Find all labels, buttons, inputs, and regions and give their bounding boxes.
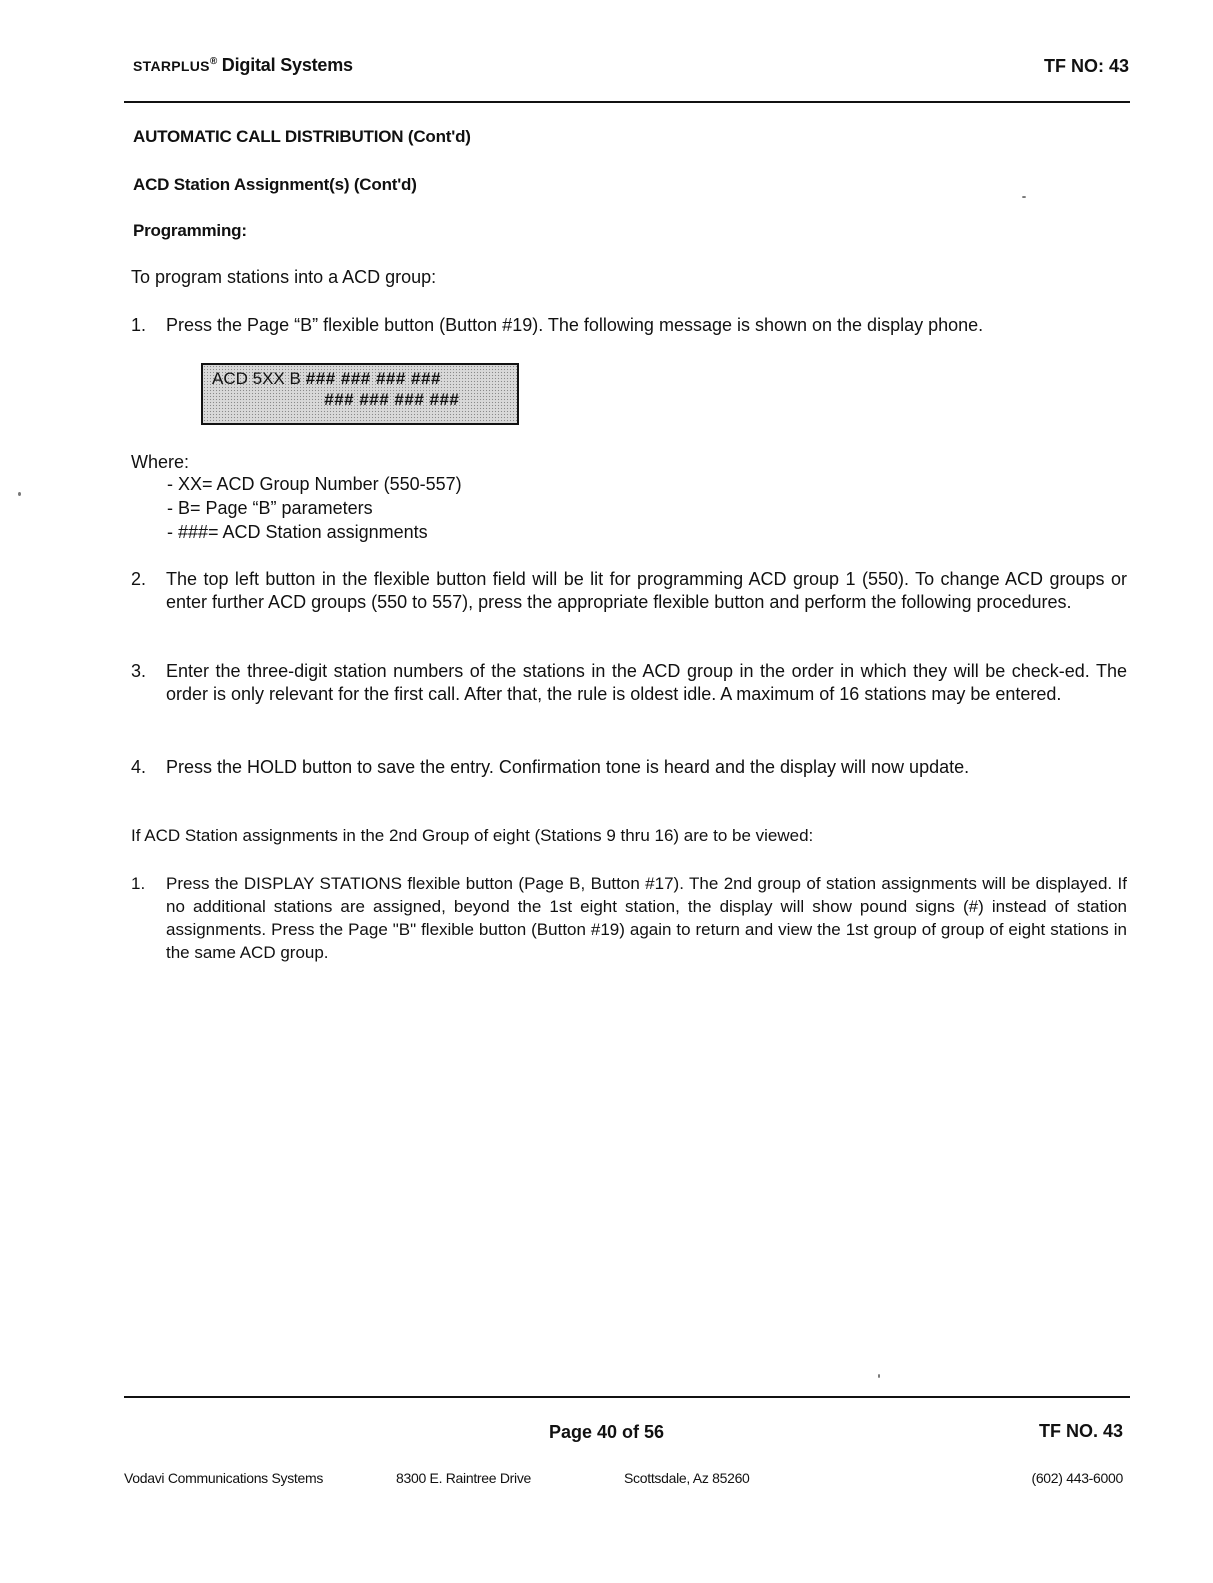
footer-rule (124, 1396, 1130, 1398)
step-4 (131, 756, 1127, 779)
view-step-1 (131, 872, 1127, 964)
view-intro: If ACD Station assignments in the 2nd Group of eight (Stations 9 thru 16) are to be viewed: (131, 826, 814, 845)
footer-address: 8300 E. Raintree Drive (396, 1470, 532, 1486)
programming-label: Programming: (133, 221, 247, 240)
footer-company: Vodavi Communications Systems (124, 1470, 324, 1486)
where-item-3: - ###= ACD Station assignments (167, 522, 428, 542)
header-rule (124, 101, 1130, 103)
header-brand (133, 55, 353, 76)
step-number: 3. (131, 661, 147, 681)
step-1 (131, 314, 1127, 337)
step-text: Press the HOLD button to save the entry. Confirmation tone is heard and the display will now update. (166, 757, 970, 777)
brand-suffix: Digital Systems (221, 55, 353, 75)
footer-city: Scottsdale, Az 85260 (624, 1470, 750, 1486)
section-title: AUTOMATIC CALL DISTRIBUTION (Cont'd) (133, 127, 471, 146)
footer-tf-number: TF NO. 43 (1038, 1421, 1123, 1441)
step-text: Press the Page “B” flexible button (Button #19). The following message is shown on the display phone. (166, 315, 984, 335)
display-line-2: ### ### ### ### (324, 390, 460, 409)
step-2 (131, 568, 1127, 614)
where-item-1: - XX= ACD Group Number (550-557) (167, 474, 462, 494)
step-number: 1. (131, 874, 146, 893)
scan-speck (1022, 196, 1026, 198)
step-text: Press the DISPLAY STATIONS flexible button (Page B, Button #17). The 2nd group of station assignments will be displayed. If no additional stations are assigned, beyond the 1st eight station, the display will show pound signs (#) instead of station assignments. Press the Page "B" flexible button (Button #19) again to return and view the 1st group of group of eight stations in the same ACD group. (166, 874, 1127, 962)
display-line-1-prefix: ACD 5XX B (212, 369, 306, 388)
where-label: Where: (131, 452, 190, 472)
step-number: 1. (131, 315, 147, 335)
step-number: 4. (131, 757, 147, 777)
footer-phone: (602) 443-6000 (1031, 1470, 1123, 1486)
step-number: 2. (131, 569, 147, 589)
footer-page-number: Page 40 of 56 (548, 1422, 665, 1442)
intro-text: To program stations into a ACD group: (131, 267, 437, 287)
header-tf-number: TF NO: 43 (1043, 56, 1129, 76)
step-text: Enter the three-digit station numbers of the stations in the ACD group in the order in which they will be check-ed. The order is only relevant for the first call. After that, the rule is oldest idle. A maximum of 16 stations may be entered. (166, 661, 1127, 704)
step-text: The top left button in the flexible button field will be lit for programming ACD group 1 (550). To change ACD groups or enter further ACD groups (550 to 557), press the appropriate flexible button and perform the following procedures. (166, 569, 1127, 612)
display-line-1-hashes: ### ### ### ### (305, 369, 441, 388)
scan-speck (18, 492, 21, 496)
phone-display (201, 363, 519, 425)
subsection-title: ACD Station Assignment(s) (Cont'd) (133, 175, 417, 194)
brand-prefix: STARPLUS (133, 58, 210, 74)
display-line-1 (212, 369, 441, 388)
step-3 (131, 660, 1127, 706)
where-item-2: - B= Page “B” parameters (167, 498, 373, 518)
scan-speck (878, 1374, 880, 1378)
registered-mark: ® (209, 56, 217, 67)
